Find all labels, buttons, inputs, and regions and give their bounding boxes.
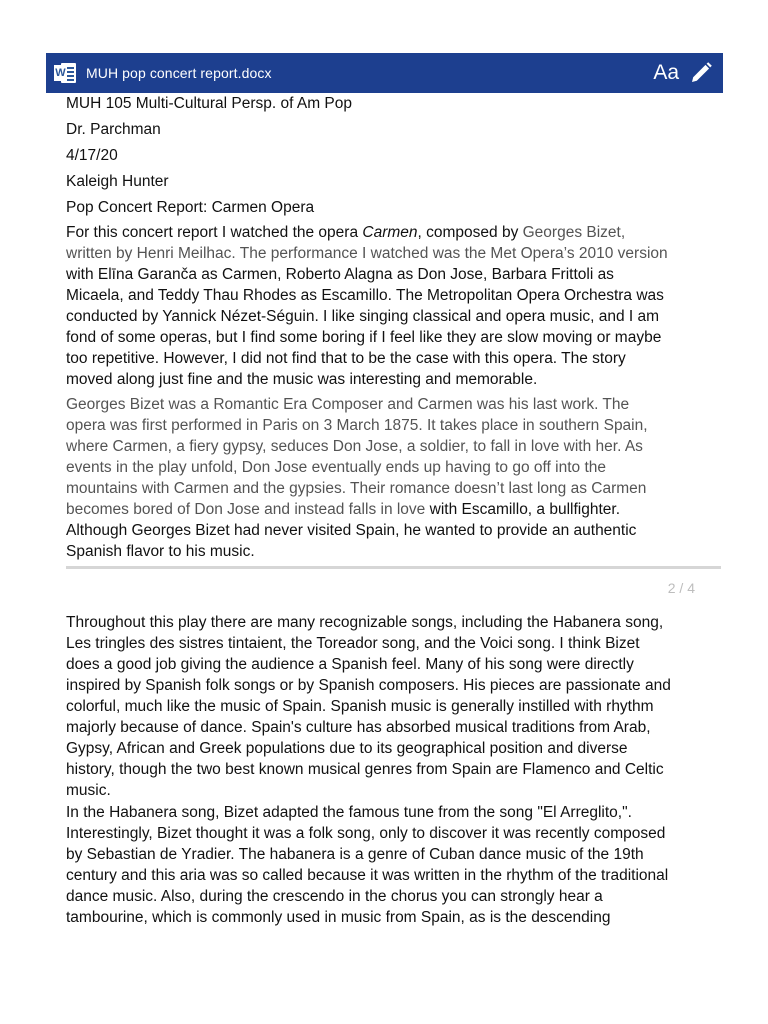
paragraph-1 <box>66 222 706 390</box>
text-line: written by Henri Meilhac. The performance I watched was the Met Opera’s 2010 version <box>66 245 668 262</box>
text-line: dance music. Also, during the crescendo in the chorus you can strongly hear a <box>66 888 603 905</box>
text-line: Spanish flavor to his music. <box>66 543 255 560</box>
text-line: inspired by Spanish folk songs or by Spanish composers. His pieces are passionate and <box>66 677 671 694</box>
text-run: For this concert report I watched the opera <box>66 224 363 241</box>
text-line: with Elīna Garanča as Carmen, Roberto Alagna as Don Jose, Barbara Frittoli as <box>66 266 614 283</box>
text-run: becomes bored of Don Jose and instead falls in love <box>66 501 426 518</box>
text-run: Georges Bizet, <box>522 224 626 241</box>
text-line <box>66 499 706 520</box>
text-line: events in the play unfold, Don Jose eventually ends up having to go off into the <box>66 459 607 476</box>
text-line: tambourine, which is commonly used in music from Spain, as is the descending <box>66 909 611 926</box>
font-size-button[interactable]: Aa <box>653 61 679 84</box>
text-line: In the Habanera song, Bizet adapted the famous tune from the song "El Arreglito,". <box>66 804 632 821</box>
document-header <box>66 94 706 224</box>
text-line: majorly because of dance. Spain's culture has absorbed musical traditions from Arab, <box>66 719 651 736</box>
course-line: MUH 105 Multi-Cultural Persp. of Am Pop <box>66 95 352 112</box>
text-line: does a good job giving the audience a Spanish feel. Many of his song were directly <box>66 656 634 673</box>
report-title-line: Pop Concert Report: Carmen Opera <box>66 199 315 216</box>
text-line: too repetitive. However, I did not find that to be the case with this opera. The story <box>66 350 626 367</box>
opera-title-italic: Carmen <box>362 224 418 241</box>
text-line: mountains with Carmen and the gypsies. Their romance doesn’t last long as Carmen <box>66 480 647 497</box>
page-indicator: 2 / 4 <box>667 580 695 596</box>
page-divider <box>66 566 721 569</box>
text-line: fond of some operas, but I find some boring if I feel like they are slow moving or maybe <box>66 329 662 346</box>
word-doc-icon-letter: W <box>55 67 66 79</box>
text-line: by Sebastian de Yradier. The habanera is a genre of Cuban dance music of the 19th <box>66 846 644 863</box>
text-line: music. <box>66 782 111 799</box>
text-line: Although Georges Bizet had never visited Spain, he wanted to provide an authentic <box>66 522 637 539</box>
text-line: Georges Bizet was a Romantic Era Composer and Carmen was his last work. The <box>66 396 630 413</box>
text-line: Throughout this play there are many recognizable songs, including the Habanera song, <box>66 614 664 631</box>
text-line: where Carmen, a fiery gypsy, seduces Don Jose, a soldier, to fall in love with her. As <box>66 438 643 455</box>
word-doc-icon <box>54 62 76 84</box>
date-line: 4/17/20 <box>66 147 118 164</box>
text-line: history, though the two best known musical genres from Spain are Flamenco and Celtic <box>66 761 664 778</box>
paragraph-3 <box>66 612 706 801</box>
text-line: conducted by Yannick Nézet-Séguin. I like singing classical and opera music, and I am <box>66 308 660 325</box>
document-title: MUH pop concert report.docx <box>86 65 272 81</box>
instructor-line: Dr. Parchman <box>66 121 161 138</box>
text-line <box>66 222 706 243</box>
text-line: colorful, much like the music of Spain. Spanish music is generally instilled with rhythm <box>66 698 654 715</box>
text-run: , composed by <box>417 224 523 241</box>
text-line: Interestingly, Bizet thought it was a folk song, only to discover it was recently composed <box>66 825 666 842</box>
text-line: Gypsy, African and Greek populations due to its geographical position and diverse <box>66 740 628 757</box>
text-line: century and this aria was so called because it was written in the rhythm of the traditional <box>66 867 669 884</box>
text-line: Les tringles des sistres tintaient, the Toreador song, and the Voici song. I think Bizet <box>66 635 640 652</box>
pencil-icon[interactable] <box>689 61 713 85</box>
text-line: opera was first performed in Paris on 3 March 1875. It takes place in southern Spain, <box>66 417 648 434</box>
author-line: Kaleigh Hunter <box>66 173 169 190</box>
text-run: with Escamillo, a bullfighter. <box>425 501 621 518</box>
paragraph-4 <box>66 802 706 928</box>
document-toolbar <box>46 53 723 93</box>
paragraph-2 <box>66 394 706 562</box>
text-line: Micaela, and Teddy Thau Rhodes as Escamillo. The Metropolitan Opera Orchestra was <box>66 287 664 304</box>
text-line: moved along just fine and the music was interesting and memorable. <box>66 371 538 388</box>
